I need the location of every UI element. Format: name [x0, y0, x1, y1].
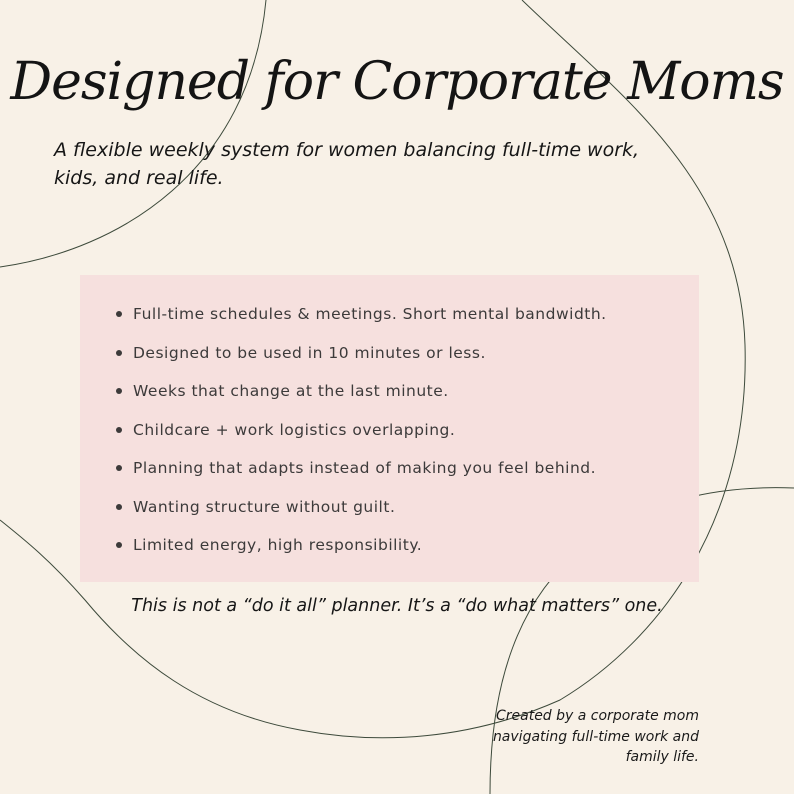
- credit-line: navigating full-time work and: [492, 728, 699, 745]
- bullet-dot-icon: [116, 350, 122, 356]
- bullet-text: Limited energy, high responsibility.: [133, 536, 423, 554]
- subtitle: A flexible weekly system for women balancing full-time work, kids, and real life.: [54, 139, 640, 189]
- bullet-dot-icon: [116, 427, 122, 433]
- bullet-item: [116, 300, 696, 339]
- bullet-text: Full-time schedules & meetings. Short mental bandwidth.: [133, 305, 607, 323]
- bullet-dot-icon: [116, 504, 122, 510]
- bullet-item: [116, 454, 696, 493]
- bullet-dot-icon: [116, 311, 122, 317]
- bullet-text: Planning that adapts instead of making you feel behind.: [133, 459, 597, 477]
- bullet-list: [116, 300, 696, 570]
- bullet-text: Weeks that change at the last minute.: [133, 382, 449, 400]
- bullet-item: [116, 339, 696, 378]
- decorative-curve-top-left: [0, 0, 266, 267]
- tagline: This is not a “do it all” planner. It’s a “do what matters” one.: [131, 596, 663, 616]
- page-title: Designed for Corporate Moms: [10, 52, 784, 112]
- bullet-text: Designed to be used in 10 minutes or less.: [133, 343, 486, 362]
- bullet-text: Wanting structure without guilt.: [133, 497, 396, 516]
- bullet-text: Childcare + work logistics overlapping.: [133, 420, 456, 439]
- bullet-item: [116, 493, 696, 532]
- bullet-dot-icon: [116, 542, 122, 548]
- credit-line: Created by a corporate mom: [495, 708, 699, 724]
- creator-credit: [419, 706, 699, 768]
- bullet-item: [116, 531, 696, 570]
- bullet-panel: [80, 275, 699, 582]
- bullet-dot-icon: [116, 465, 122, 471]
- bullet-item: [116, 377, 696, 416]
- bullet-item: [116, 416, 696, 455]
- bullet-dot-icon: [116, 388, 122, 394]
- credit-line: family life.: [625, 749, 699, 765]
